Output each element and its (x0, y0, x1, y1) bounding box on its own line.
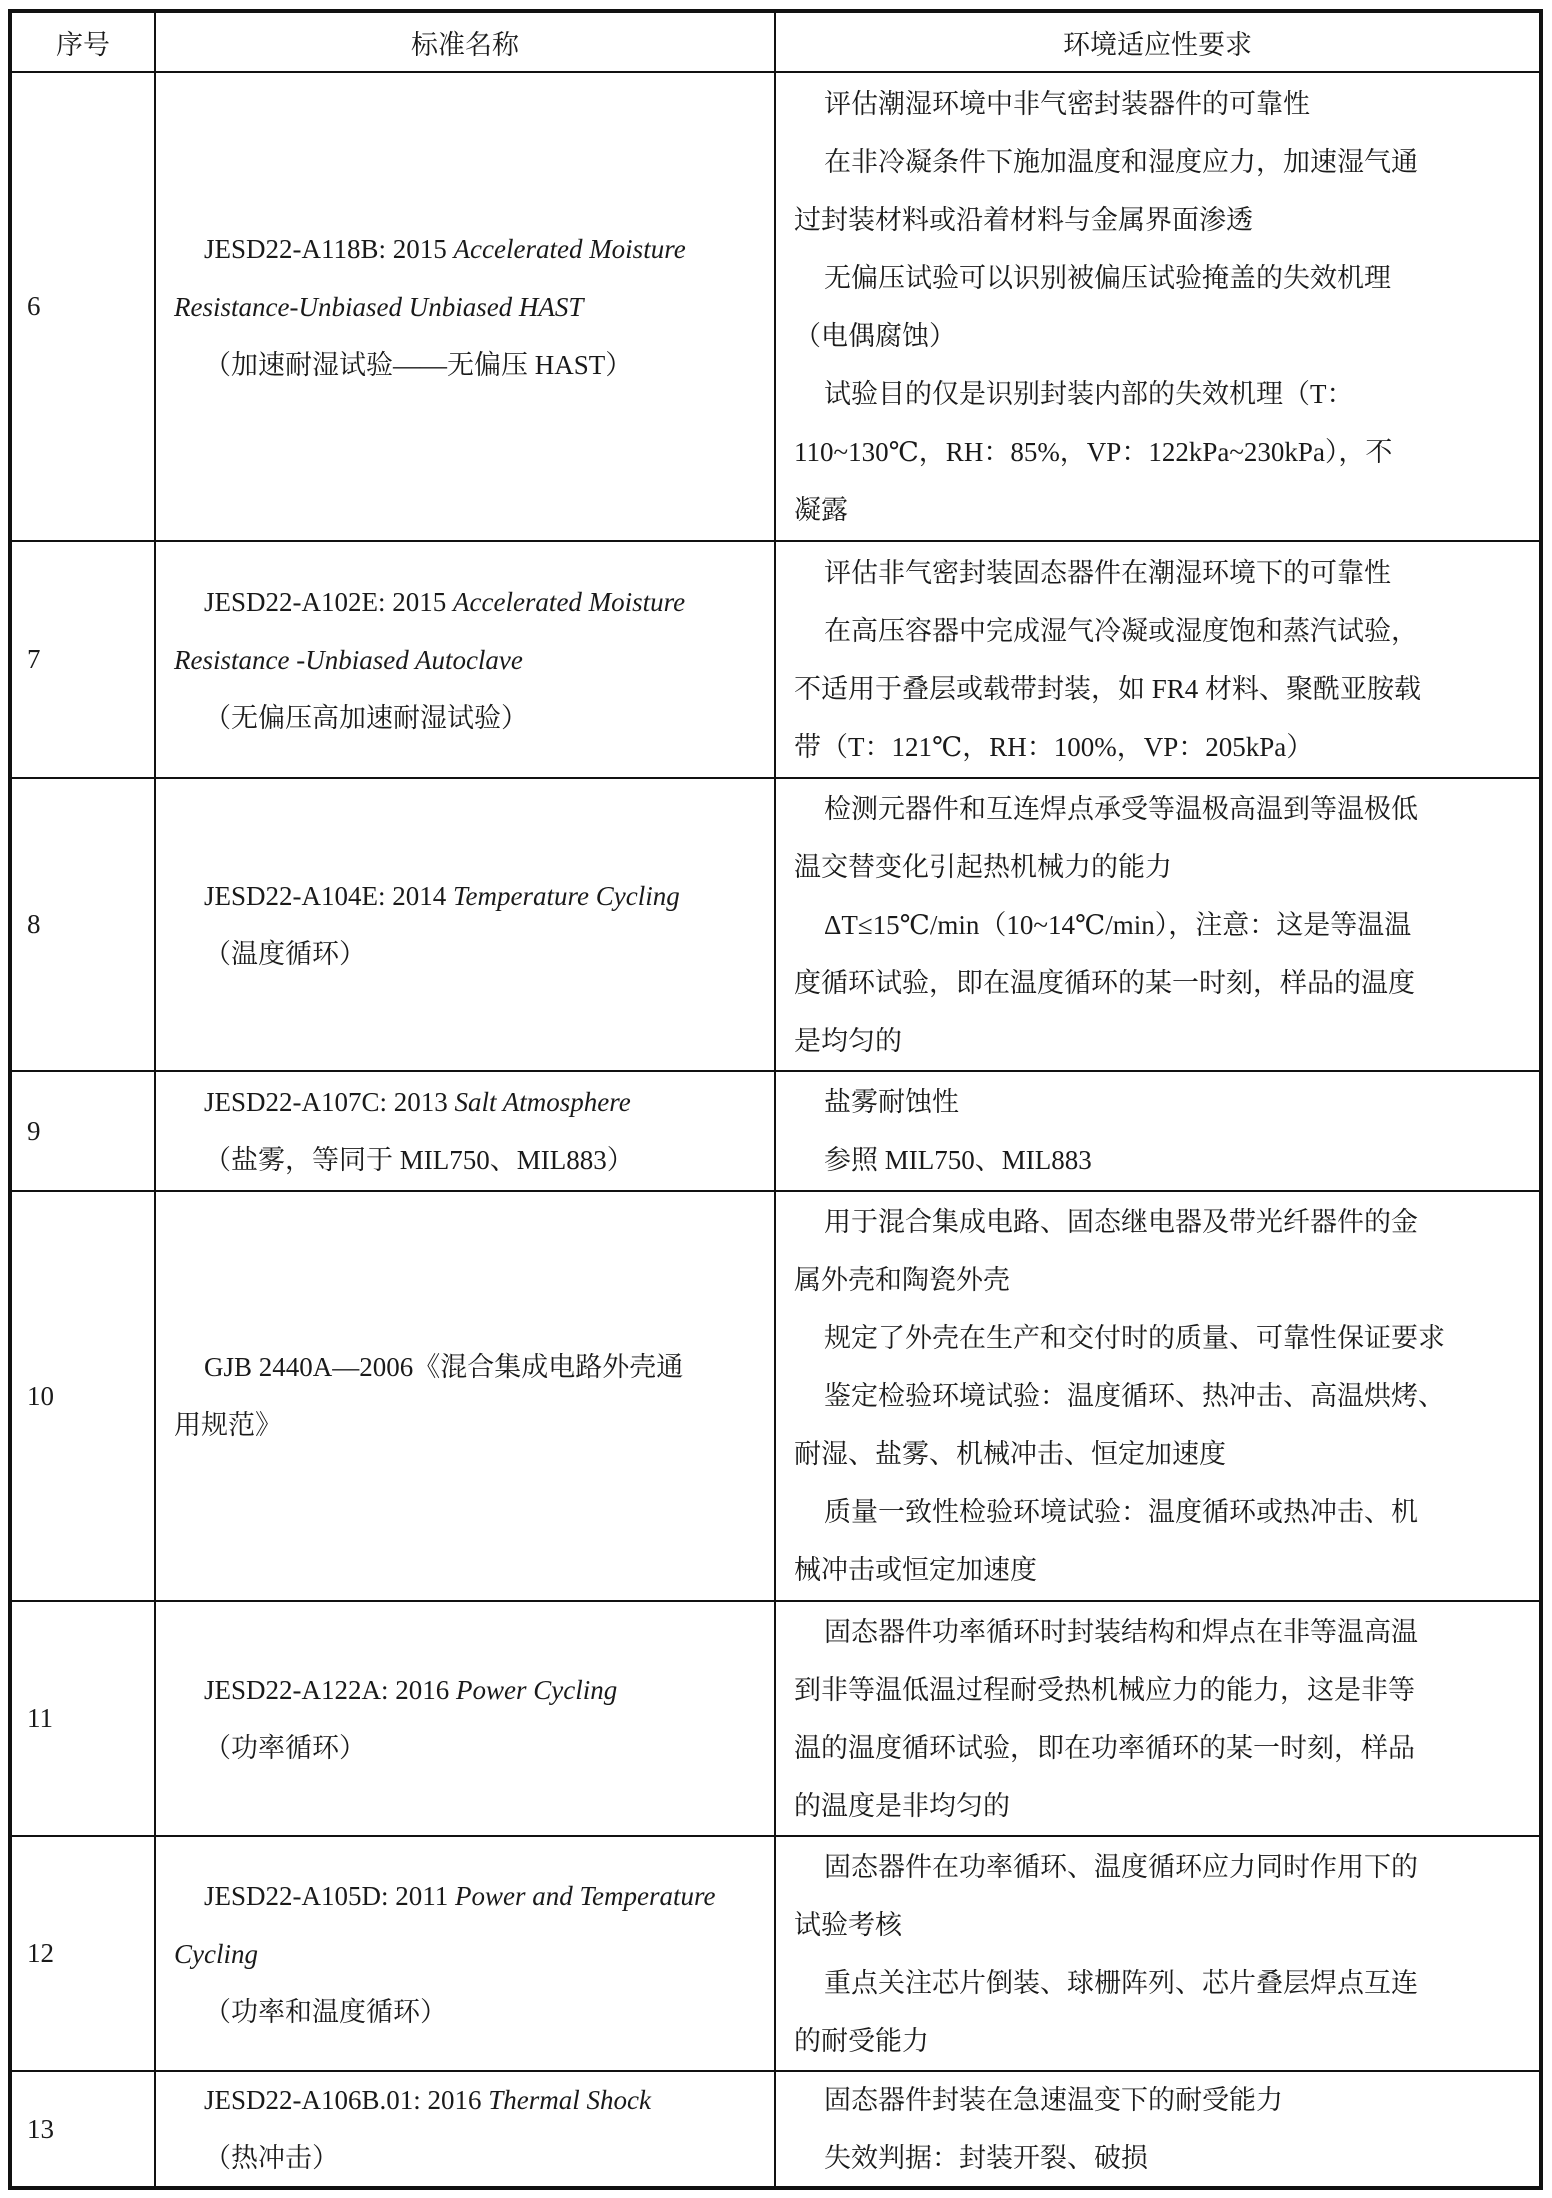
header-number-label: 序号 (56, 29, 110, 61)
standard-title-italic: Resistance -Unbiased Autoclave (174, 644, 523, 675)
standard-name-cell (156, 1837, 776, 2070)
requirement-line: 固态器件在功率循环、温度循环应力同时作用下的 (824, 1851, 1418, 1882)
standard-code-text: GJB 2440A—2006《混合集成电路外壳通 (204, 1352, 684, 1382)
standard-title-italic: Accelerated Moisture (453, 586, 686, 617)
standard-code-text: JESD22-A122A: 2016 (204, 1674, 457, 1705)
requirement-line: 检测元器件和互连焊点承受等温极高温到等温极低 (824, 793, 1418, 824)
requirements-cell (776, 73, 1539, 540)
requirement-line: 在高压容器中完成湿气冷凝或湿度饱和蒸汽试验， (824, 615, 1418, 646)
row-number-cell (12, 2072, 156, 2186)
requirement-line: 的耐受能力 (794, 2025, 929, 2056)
standard-title-italic: Temperature Cycling (453, 880, 680, 911)
row-number-cell (12, 779, 156, 1070)
standard-name-cell (156, 1602, 776, 1835)
header-standard-name-label: 标准名称 (411, 29, 519, 61)
standard-name-line (174, 278, 764, 336)
table-header-row (12, 13, 1539, 73)
requirement-line: 属外壳和陶瓷外壳 (794, 1265, 1010, 1295)
standard-code-text: JESD22-A118B: 2015 (204, 233, 454, 264)
requirement-line: 盐雾耐蚀性 (824, 1087, 959, 1117)
requirements-cell (776, 779, 1539, 1070)
standard-title-italic: Resistance-Unbiased Unbiased HAST (174, 291, 584, 322)
table-row (12, 1192, 1539, 1602)
standard-code-text: （无偏压高加速耐湿试验） (204, 702, 528, 733)
requirements-cell (776, 542, 1539, 777)
row-number: 10 (27, 1380, 54, 1411)
standard-name-line (174, 220, 764, 278)
standard-name-line (174, 1073, 764, 1131)
standards-table (8, 9, 1543, 2190)
requirement-line: 温的温度循环试验，即在功率循环的某一时刻，样品 (794, 1732, 1415, 1763)
standard-title-italic: Salt Atmosphere (454, 1087, 631, 1117)
requirement-line: 是均匀的 (794, 1025, 902, 1056)
standard-code-text: JESD22-A102E: 2015 (204, 586, 453, 617)
standard-name-line (174, 1131, 764, 1189)
requirements-cell (776, 2072, 1539, 2186)
requirement-line: 到非等温低温过程耐受热机械应力的能力，这是非等 (794, 1674, 1415, 1705)
standard-name-line (174, 631, 764, 689)
requirement-line: 械冲击或恒定加速度 (794, 1555, 1037, 1585)
standard-code-text: JESD22-A106B.01: 2016 (204, 2085, 489, 2115)
standard-code-text: （温度循环） (204, 938, 366, 969)
standard-name-cell (156, 2072, 776, 2186)
requirement-line: 试验考核 (794, 1909, 902, 1940)
standard-code-text: JESD22-A105D: 2011 (204, 1880, 456, 1911)
requirement-line: 失效判据：封装开裂、破损 (824, 2143, 1148, 2173)
standard-name-line (174, 2129, 764, 2187)
standard-name-line (174, 867, 764, 925)
standard-title-italic: Thermal Shock (488, 2085, 651, 2115)
standard-code-text: （盐雾，等同于 MIL750、MIL883） (204, 1145, 634, 1175)
row-number: 7 (27, 644, 41, 674)
table-row (12, 1072, 1539, 1192)
standard-name-line (174, 336, 764, 394)
header-cell-number (12, 13, 156, 71)
requirement-line: 带（T：121℃，RH：100%，VP：205kPa） (794, 731, 1314, 762)
standard-name-line (174, 1983, 764, 2041)
standard-title-italic: Cycling (174, 1938, 258, 1969)
row-number-cell (12, 1072, 156, 1190)
standard-title-italic: Power Cycling (456, 1674, 618, 1705)
row-number: 8 (27, 909, 41, 939)
standard-code-text: （功率循环） (204, 1732, 366, 1763)
standard-name-line (174, 1396, 764, 1454)
row-number-cell (12, 1192, 156, 1600)
table-row (12, 542, 1539, 779)
requirement-line: 固态器件功率循环时封装结构和焊点在非等温高温 (824, 1616, 1418, 1647)
header-cell-standard-name (156, 13, 776, 71)
requirement-line: 凝露 (794, 494, 848, 525)
requirement-line: 过封装材料或沿着材料与金属界面渗透 (794, 204, 1253, 235)
requirement-line: 无偏压试验可以识别被偏压试验掩盖的失效机理 (824, 262, 1391, 293)
requirement-line: 度循环试验，即在温度循环的某一时刻，样品的温度 (794, 967, 1415, 998)
requirement-line: ΔT≤15℃/min（10~14℃/min），注意：这是等温温 (824, 909, 1412, 940)
header-cell-requirements (776, 13, 1539, 71)
row-number-cell (12, 542, 156, 777)
requirement-line: 用于混合集成电路、固态继电器及带光纤器件的金 (824, 1207, 1418, 1237)
standard-name-line (174, 573, 764, 631)
requirement-line: 重点关注芯片倒装、球栅阵列、芯片叠层焊点互连 (824, 1967, 1418, 1998)
requirement-line: 不适用于叠层或载带封装，如 FR4 材料、聚酰亚胺载 (794, 673, 1422, 704)
requirement-line: 110~130℃，RH：85%，VP：122kPa~230kPa），不 (794, 436, 1393, 467)
row-number: 9 (27, 1115, 41, 1146)
requirement-line: 温交替变化引起热机械力的能力 (794, 851, 1172, 882)
standard-name-cell (156, 1072, 776, 1190)
row-number: 11 (27, 1703, 53, 1733)
requirements-cell (776, 1072, 1539, 1190)
row-number-cell (12, 1602, 156, 1835)
table-row (12, 73, 1539, 542)
requirement-line: 固态器件封装在急速温变下的耐受能力 (824, 2085, 1283, 2115)
standard-name-cell (156, 73, 776, 540)
standard-name-cell (156, 779, 776, 1070)
requirement-line: 的温度是非均匀的 (794, 1790, 1010, 1821)
requirement-line: 耐湿、盐雾、机械冲击、恒定加速度 (794, 1439, 1226, 1469)
requirements-cell (776, 1602, 1539, 1835)
requirement-line: 试验目的仅是识别封装内部的失效机理（T： (824, 378, 1354, 409)
requirement-line: 质量一致性检验环境试验：温度循环或热冲击、机 (824, 1497, 1418, 1527)
standard-title-italic: Power and Temperature (455, 1880, 716, 1911)
standard-code-text: 用规范》 (174, 1410, 282, 1440)
standard-name-line (174, 1867, 764, 1925)
standard-name-line (174, 1661, 764, 1719)
requirements-cell (776, 1192, 1539, 1600)
standard-title-italic: Accelerated Moisture (453, 233, 686, 264)
standard-name-line (174, 689, 764, 747)
standard-code-text: JESD22-A104E: 2014 (204, 880, 453, 911)
table-row (12, 1602, 1539, 1837)
row-number: 12 (27, 1938, 54, 1968)
requirement-line: 参照 MIL750、MIL883 (824, 1145, 1092, 1175)
standard-name-cell (156, 1192, 776, 1600)
header-requirements-label: 环境适应性要求 (1063, 29, 1252, 61)
requirements-cell (776, 1837, 1539, 2070)
row-number-cell (12, 1837, 156, 2070)
row-number: 6 (27, 291, 41, 321)
row-number-cell (12, 73, 156, 540)
table-row (12, 2072, 1539, 2186)
standard-code-text: JESD22-A107C: 2013 (204, 1087, 455, 1117)
requirement-line: 鉴定检验环境试验：温度循环、热冲击、高温烘烤、 (824, 1381, 1445, 1411)
standard-code-text: （功率和温度循环） (204, 1996, 447, 2027)
table-row (12, 779, 1539, 1072)
requirement-line: （电偶腐蚀） (794, 320, 956, 351)
standard-code-text: （热冲击） (204, 2143, 339, 2173)
row-number: 13 (27, 2113, 54, 2144)
requirement-line: 评估非气密封装固态器件在潮湿环境下的可靠性 (824, 557, 1391, 588)
standard-name-line (174, 925, 764, 983)
table-row (12, 1837, 1539, 2072)
standard-name-line (174, 1925, 764, 1983)
requirement-line: 在非冷凝条件下施加温度和湿度应力，加速湿气通 (824, 146, 1418, 177)
standard-name-line (174, 1338, 764, 1396)
standard-code-text: （加速耐湿试验——无偏压 HAST） (204, 349, 633, 380)
standard-name-line (174, 1719, 764, 1777)
standard-name-cell (156, 542, 776, 777)
standard-name-line (174, 2071, 764, 2129)
requirement-line: 规定了外壳在生产和交付时的质量、可靠性保证要求 (824, 1323, 1445, 1353)
requirement-line: 评估潮湿环境中非气密封装器件的可靠性 (824, 88, 1310, 119)
